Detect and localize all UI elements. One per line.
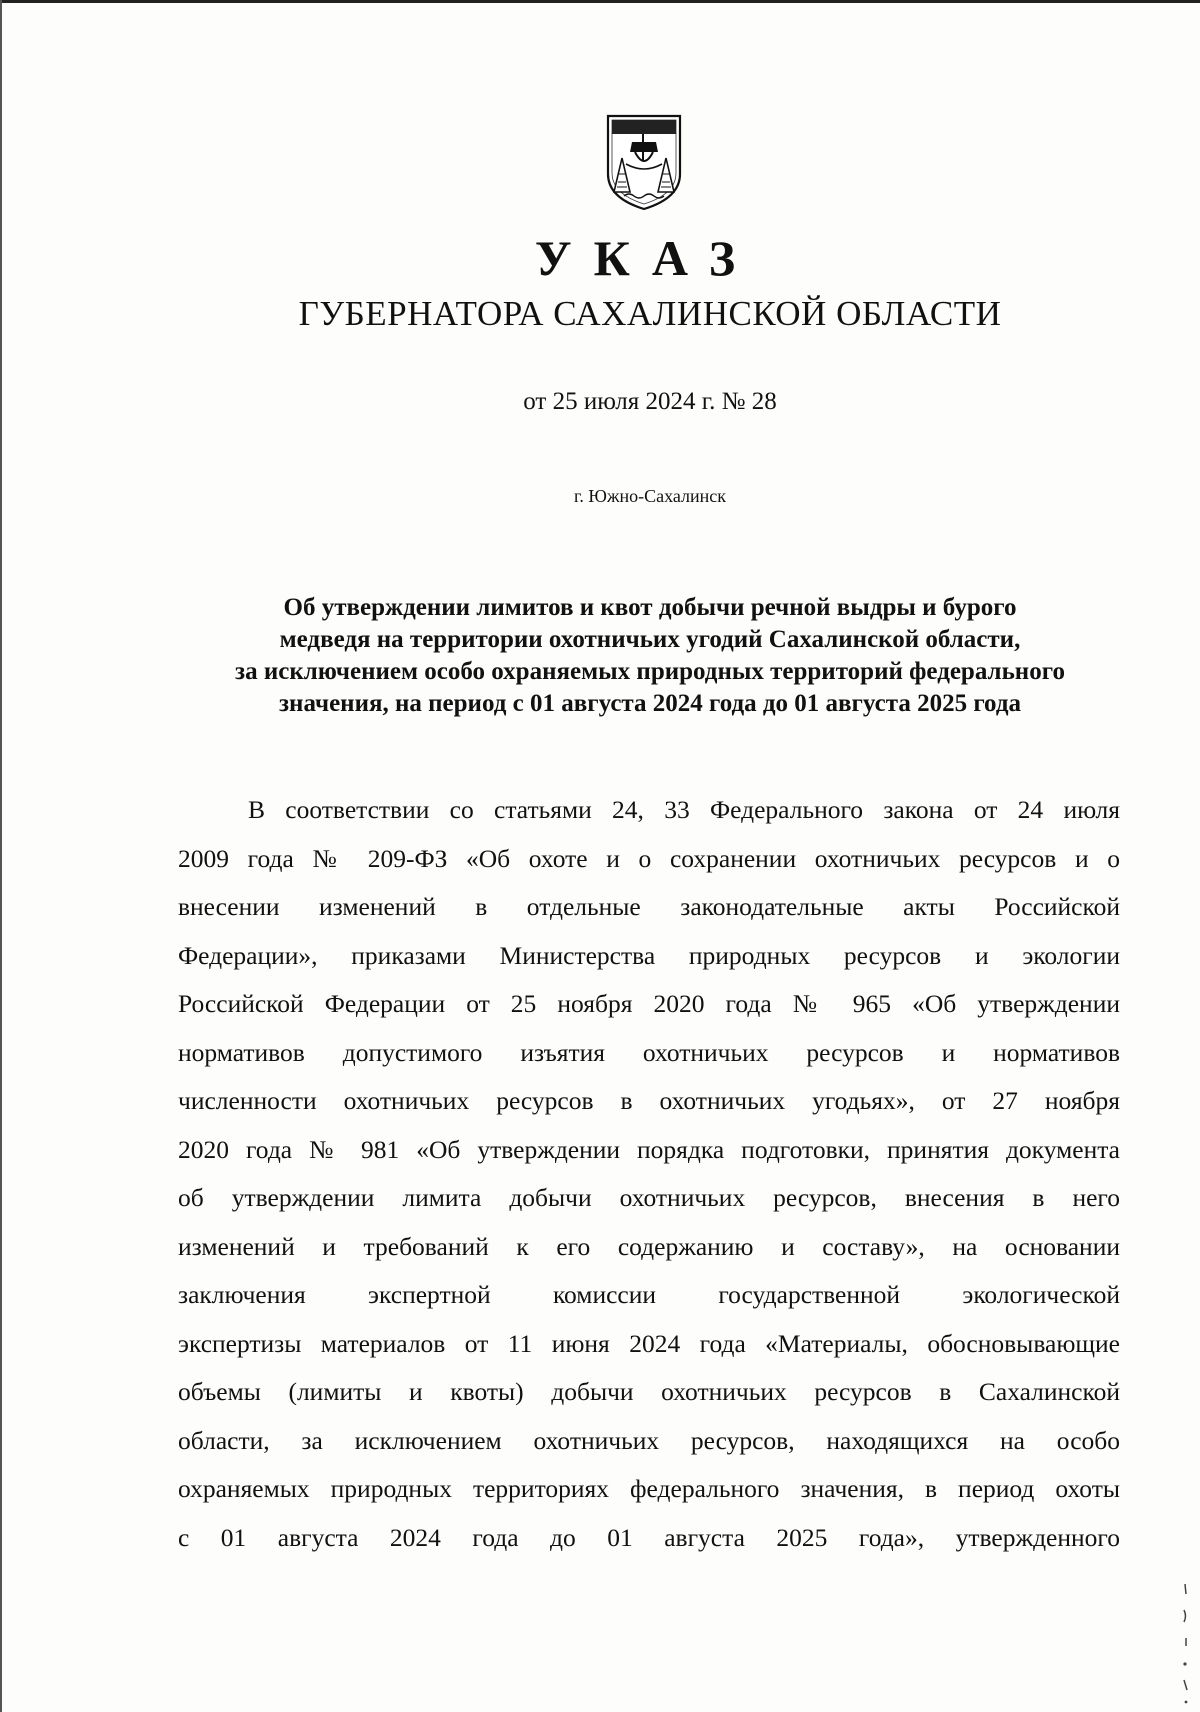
body-line: заключения экспертной комиссии государственной экологической: [178, 1280, 1120, 1309]
scan-edge-top: [0, 0, 1200, 3]
body-line: об утверждении лимита добычи охотничьих ресурсов, внесения в него: [178, 1183, 1120, 1212]
document-date-number: от 25 июля 2024 г. № 28: [523, 388, 777, 415]
body-line: области, за исключением охотничьих ресурсов, находящихся на особо: [178, 1425, 1120, 1455]
heading-line: медведя на территории охотничьих угодий Сахалинской области,: [279, 626, 1021, 653]
body-line: Российской Федерации от 25 ноября 2020 года № 965 «Об утверждении: [178, 989, 1120, 1018]
body-line: охраняемых природных территориях федерального значения, в период охоты: [178, 1474, 1120, 1503]
heading-line: значения, на период с 01 августа 2024 года до 01 августа 2025 года: [279, 690, 1021, 717]
body-line: 2009 года № 209-ФЗ «Об охоте и о сохранении охотничьих ресурсов и о: [178, 843, 1120, 873]
body-line: нормативов допустимого изъятия охотничьих ресурсов и нормативов: [178, 1037, 1120, 1067]
body-line: В соответствии со статьями 24, 33 Федерального закона от 24 июля: [248, 795, 1120, 824]
document-subtitle: ГУБЕРНАТОРА САХАЛИНСКОЙ ОБЛАСТИ: [298, 294, 1002, 333]
document-title: УКАЗ: [534, 230, 758, 286]
body-line: внесении изменений в отдельные законодательные акты Российской: [178, 892, 1120, 921]
document-heading: [170, 592, 1130, 720]
body-line: Федерации», приказами Министерства природных ресурсов и экологии: [178, 940, 1120, 970]
document-city: г. Южно-Сахалинск: [573, 486, 727, 506]
body-line: объемы (лимиты и квоты) добычи охотничьих ресурсов в Сахалинской: [178, 1377, 1120, 1406]
body-line: изменений и требований к его содержанию и составу», на основании: [178, 1231, 1120, 1261]
heading-line: Об утверждении лимитов и квот добычи речной выдры и бурого: [283, 594, 1017, 621]
body-line: 2020 года № 981 «Об утверждении порядка подготовки, принятия документа: [178, 1134, 1120, 1164]
body-line: с 01 августа 2024 года до 01 августа 2025 года», утвержденного: [178, 1522, 1120, 1552]
body-line: численности охотничьих ресурсов в охотничьих угодьях», от 27 ноября: [178, 1086, 1120, 1115]
sakhalin-coat-of-arms-icon: [602, 112, 686, 212]
heading-line: за исключением особо охраняемых природных территорий федерального: [235, 658, 1065, 685]
scan-artifact-marks: [1178, 1580, 1192, 1710]
body-line: экспертизы материалов от 11 июня 2024 года «Материалы, обосновывающие: [178, 1328, 1120, 1358]
document-body: [178, 786, 1120, 1562]
